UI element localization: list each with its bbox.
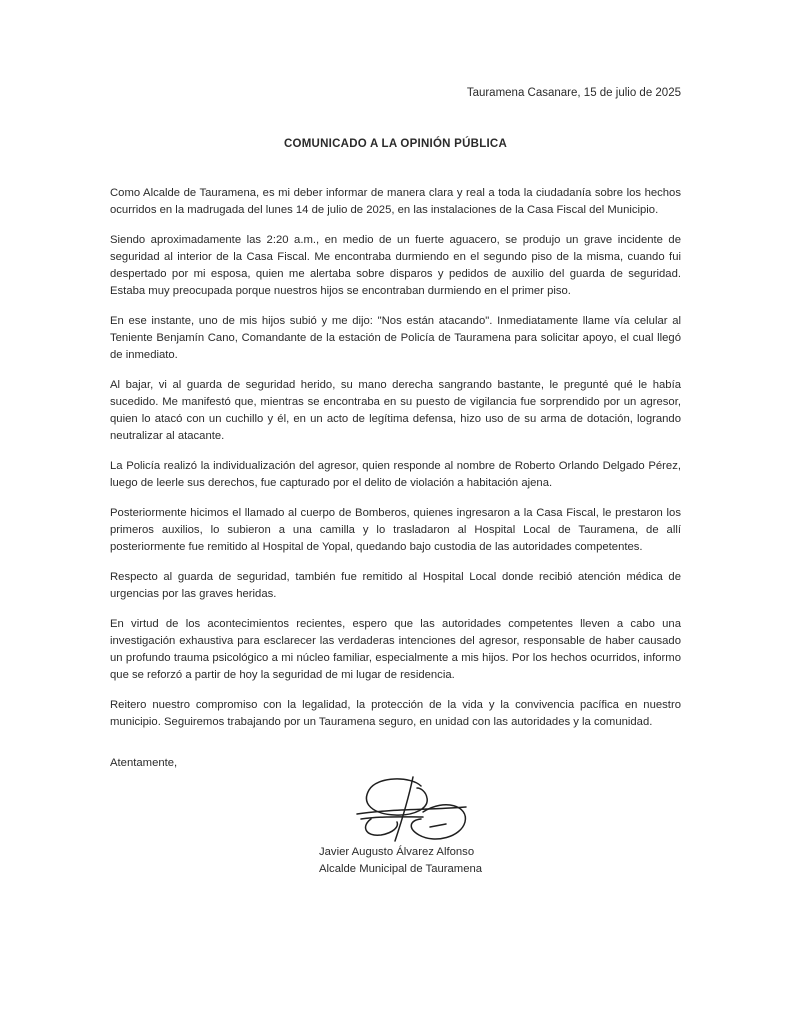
letter-body [110, 185, 681, 731]
paragraph: Al bajar, vi al guarda de seguridad herido, su mano derecha sangrando bastante, le pregunté qué le había sucedido. Me manifestó que, mientras se encontraba en su puesto de vigilancia fue sorprendido por un agresor, quien lo atacó con un cuchillo y él, en un acto de legítima defensa, hizo uso de su arma de dotación, logrando neutralizar al atacante. [110, 379, 681, 442]
paragraph: Siendo aproximadamente las 2:20 a.m., en medio de un fuerte aguacero, se produjo un grave incidente de seguridad al interior de la Casa Fiscal. Me encontraba durmiendo en el segundo piso de la misma, cuando fui despertado por mi esposa, quien me alertaba sobre disparos y pedidos de auxilio del guarda de seguridad. Estaba muy preocupada porque nuestros hijos se encontraban durmiendo en el primer piso. [110, 234, 681, 297]
paragraph: En virtud de los acontecimientos recientes, espero que las autoridades competentes lleven a cabo una investigación exhaustiva para esclarecer las verdaderas intenciones del agresor, responsable de haber causado un profundo trauma psicológico a mi núcleo familiar, especialmente a mis hijos. Por los hechos ocurridos, informo que se reforzó a partir de hoy la seguridad de mi lugar de residencia. [110, 618, 681, 681]
closing-salutation: Atentamente, [110, 757, 178, 769]
letter-title: COMUNICADO A LA OPINIÓN PÚBLICA [283, 138, 508, 150]
paragraph: La Policía realizó la individualización del agresor, quien responde al nombre de Roberto Orlando Delgado Pérez, luego de leerle sus derechos, fue capturado por el delito de violación a habitación ajena. [110, 460, 681, 489]
signature-icon [333, 774, 473, 844]
signature-block [319, 774, 589, 878]
signatory-name: Javier Augusto Álvarez Alfonso [319, 846, 475, 858]
date-line: Tauramena Casanare, 15 de julio de 2025 [466, 87, 681, 99]
paragraph: Posteriormente hicimos el llamado al cuerpo de Bomberos, quienes ingresaron a la Casa Fiscal, le prestaron los primeros auxilios, lo subieron a una camilla y lo trasladaron al Hospital Local de Tauramena, de allí posteriormente fue remitido al Hospital de Yopal, quedando bajo custodia de las autoridades competentes. [110, 507, 681, 553]
paragraph: Reitero nuestro compromiso con la legalidad, la protección de la vida y la convivencia pacífica en nuestro municipio. Seguiremos trabajando por un Tauramena seguro, en unidad con las autoridades y la comunidad. [110, 699, 681, 728]
signatory-role: Alcalde Municipal de Tauramena [319, 863, 483, 875]
paragraph: Respecto al guarda de seguridad, también fue remitido al Hospital Local donde recibió atención médica de urgencias por las graves heridas. [110, 571, 681, 600]
paragraph: En ese instante, uno de mis hijos subió y me dijo: "Nos están atacando". Inmediatamente llame vía celular al Teniente Benjamín Cano, Comandante de la estación de Policía de Tauramena para solicitar apoyo, el cual llegó de inmediato. [110, 315, 681, 361]
paragraph: Como Alcalde de Tauramena, es mi deber informar de manera clara y real a toda la ciudadanía sobre los hechos ocurridos en la madrugada del lunes 14 de julio de 2025, en las instalaciones de la Casa Fiscal del Municipio. [110, 187, 681, 216]
